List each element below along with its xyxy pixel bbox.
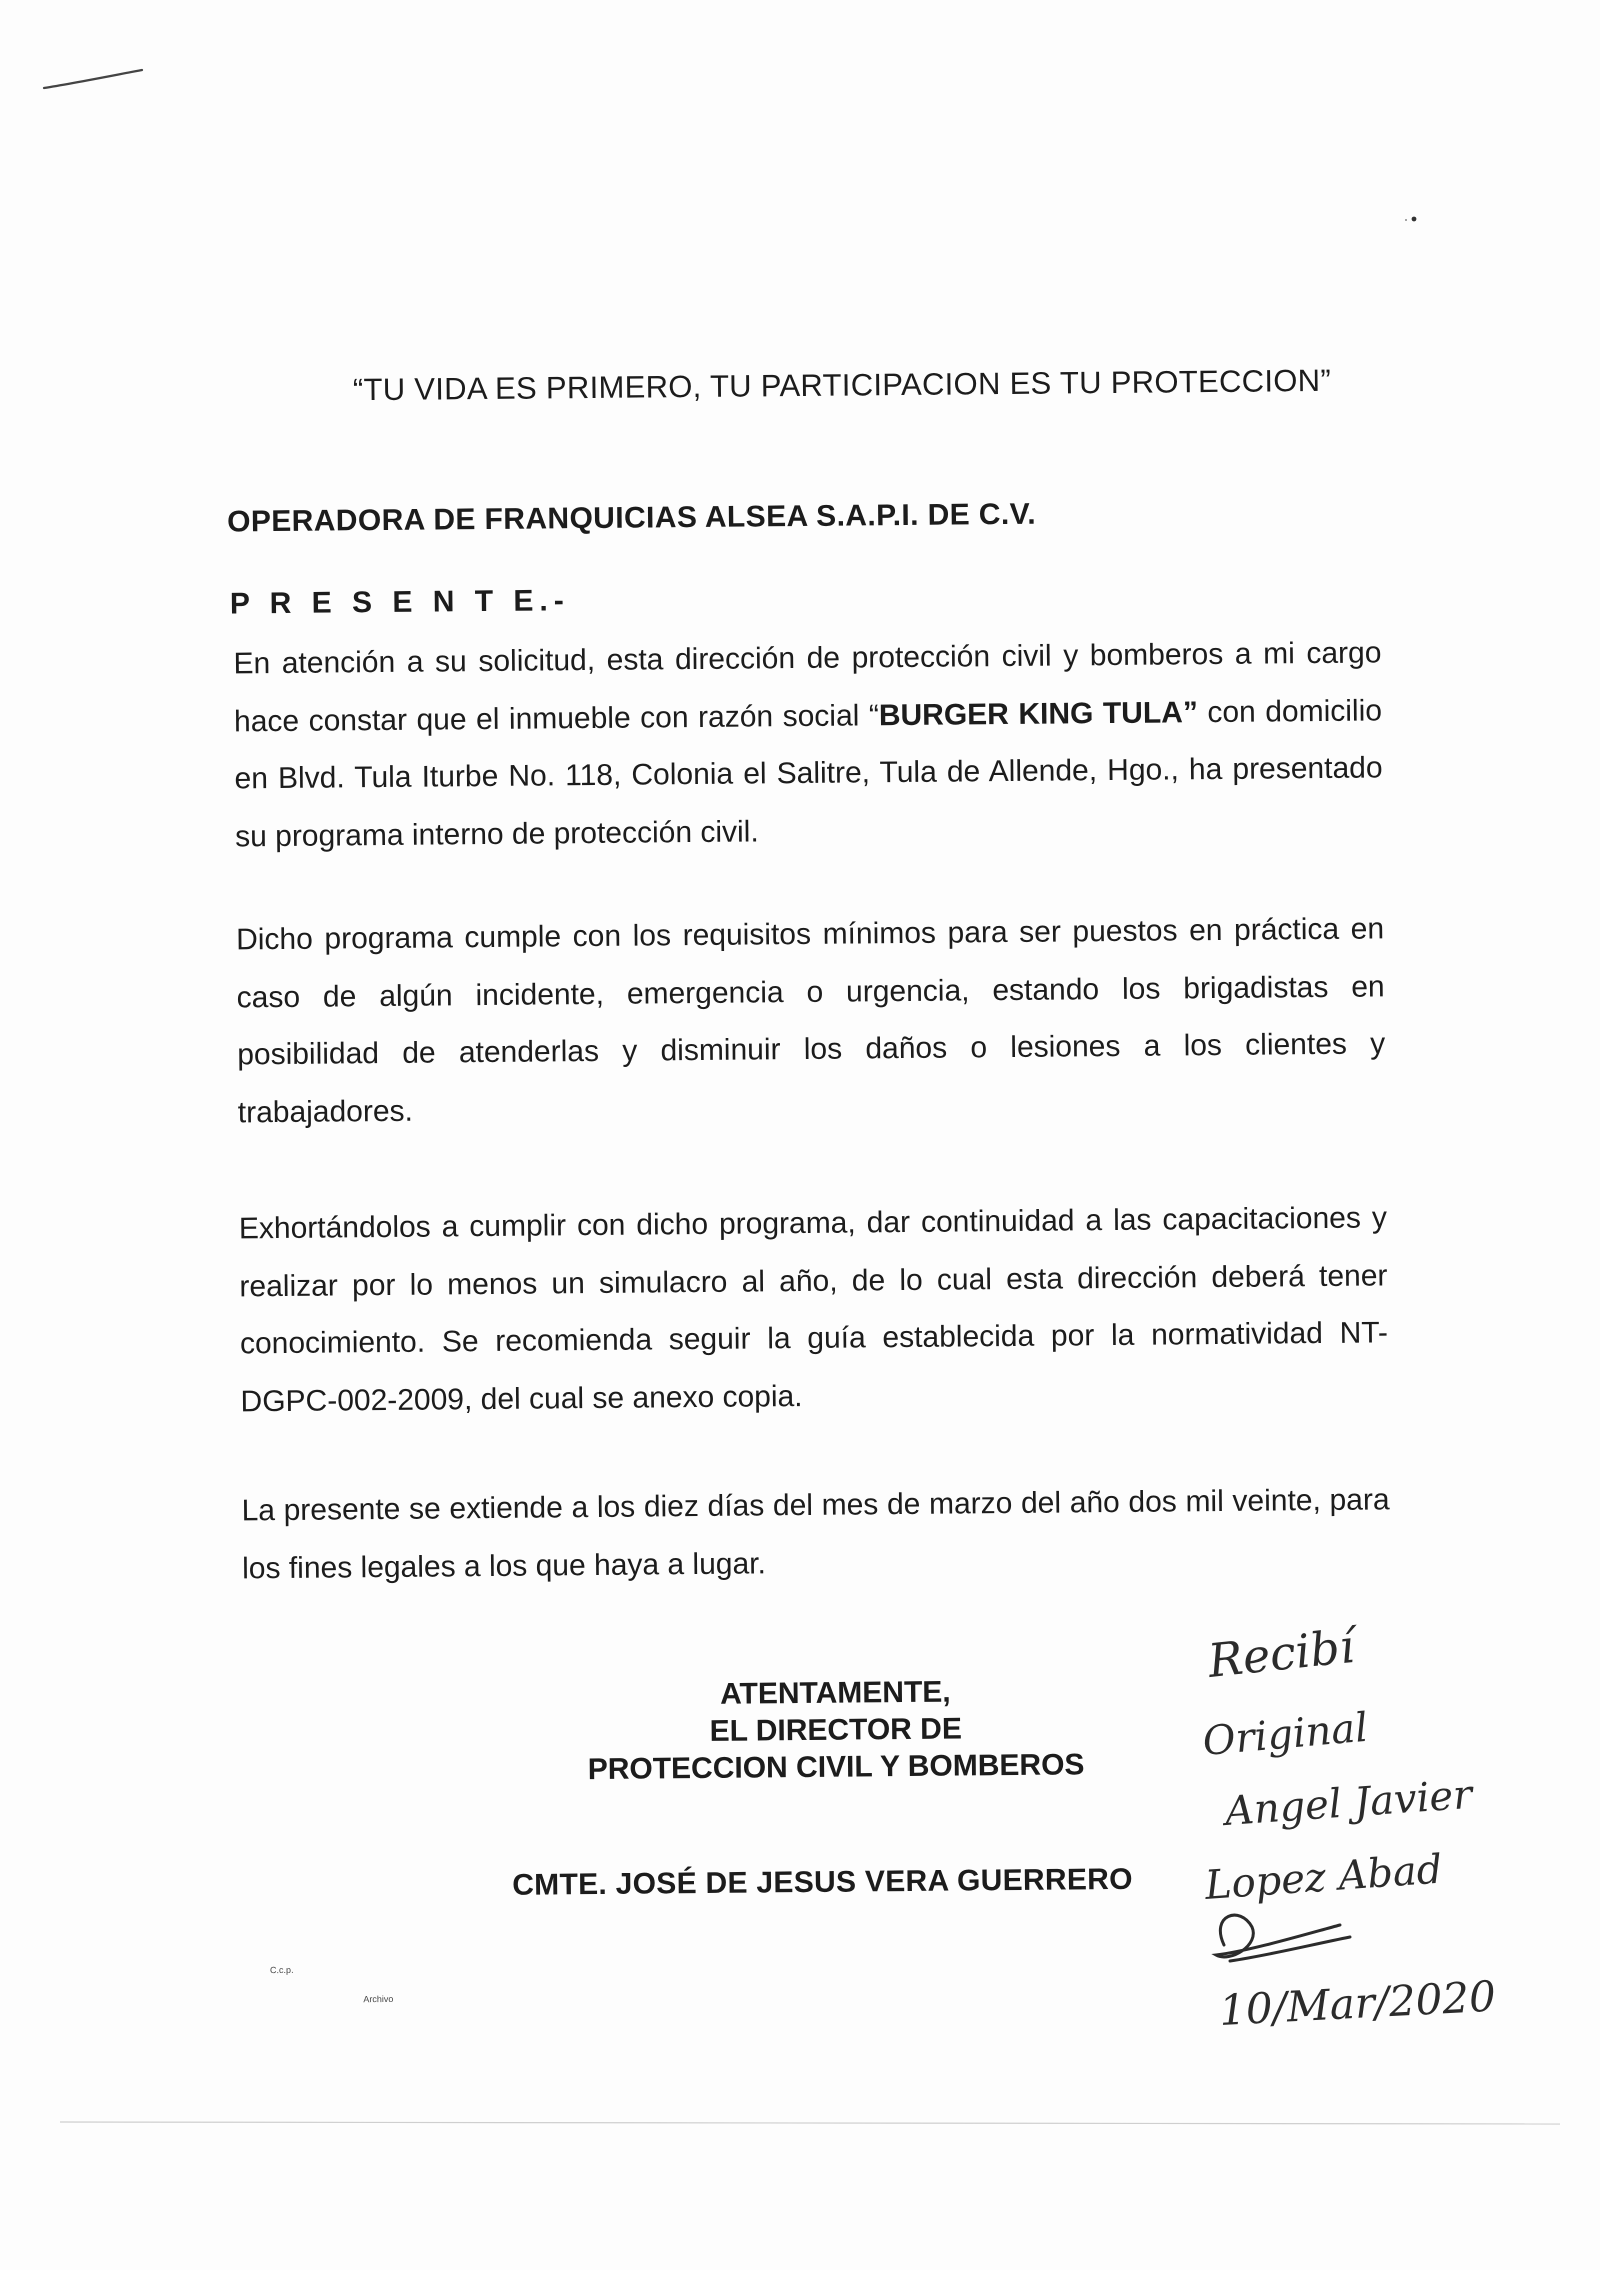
archivo-label: Archivo <box>363 1993 394 2005</box>
addressee: OPERADORA DE FRANQUICIAS ALSEA S.A.P.I. DE C.V. <box>226 497 1037 539</box>
closing-line-2: EL DIRECTOR DE <box>709 1712 963 1748</box>
ccp-label: C.c.p. <box>269 1964 294 1976</box>
signature-block <box>505 1672 1166 1789</box>
handwritten-line-3: Angel Javier <box>1223 1771 1474 1835</box>
paragraph-3: Exhortándolos a cumplir con dicho programa, dar continuidad a las capacitaciones y realizar por lo menos un simulacro al año, de lo cual esta dirección deberá tener conocimiento. Se recomienda seguir la guía establecida por la normatividad NT-DGPC-002-2009, del cual se anexo copia. <box>238 1201 1389 1418</box>
closing-line-1: ATENTAMENTE, <box>719 1675 951 1711</box>
handwritten-date: 10/Mar/2020 <box>1217 1971 1497 2035</box>
business-name: BURGER KING TULA” <box>878 695 1199 732</box>
closing-line-3: PROTECCION CIVIL Y BOMBEROS <box>587 1748 1085 1787</box>
handwritten-note-svg <box>1190 1615 1570 2045</box>
handwritten-line-2: Original <box>1200 1704 1370 1765</box>
handwritten-line-1: Recibí <box>1205 1618 1357 1688</box>
paragraph-4: La presente se extiende a los diez días del mes de marzo del año dos mil veinte, para los fines legales a los que haya a lugar. <box>241 1483 1390 1585</box>
paragraph-1-text-start: En atención a su solicitud, esta dirección de protección civil y bomberos a mi cargo hace constar que el inmueble con razón social “ <box>233 636 1382 738</box>
handwritten-line-4: Lopez Abad <box>1203 1846 1444 1909</box>
handwritten-receipt-note <box>1190 1615 1570 2045</box>
paragraph-1-text-end: con domicilio en Blvd. Tula Iturbe No. 118, Colonia el Salitre, Tula de Allende, Hgo., ha presentado su programa interno de protección civil. <box>234 693 1383 853</box>
salutation: P R E S E N T E.- <box>229 584 570 621</box>
signer-name: CMTE. JOSÉ DE JESUS VERA GUERRERO <box>512 1862 1133 1902</box>
handwritten-signature-scribble <box>1216 1915 1350 1961</box>
paragraph-2: Dicho programa cumple con los requisitos mínimos para ser puestos en práctica en caso de algún incidente, emergencia o urgencia, estando los brigadistas en posibilidad de atenderlas y disminuir los daños o lesiones a los clientes y trabajadores. <box>235 912 1386 1129</box>
paragraph-1 <box>233 624 1383 865</box>
motto-heading: “TU VIDA ES PRIMERO, TU PARTICIPACION ES TU PROTECCION” <box>352 362 1332 408</box>
